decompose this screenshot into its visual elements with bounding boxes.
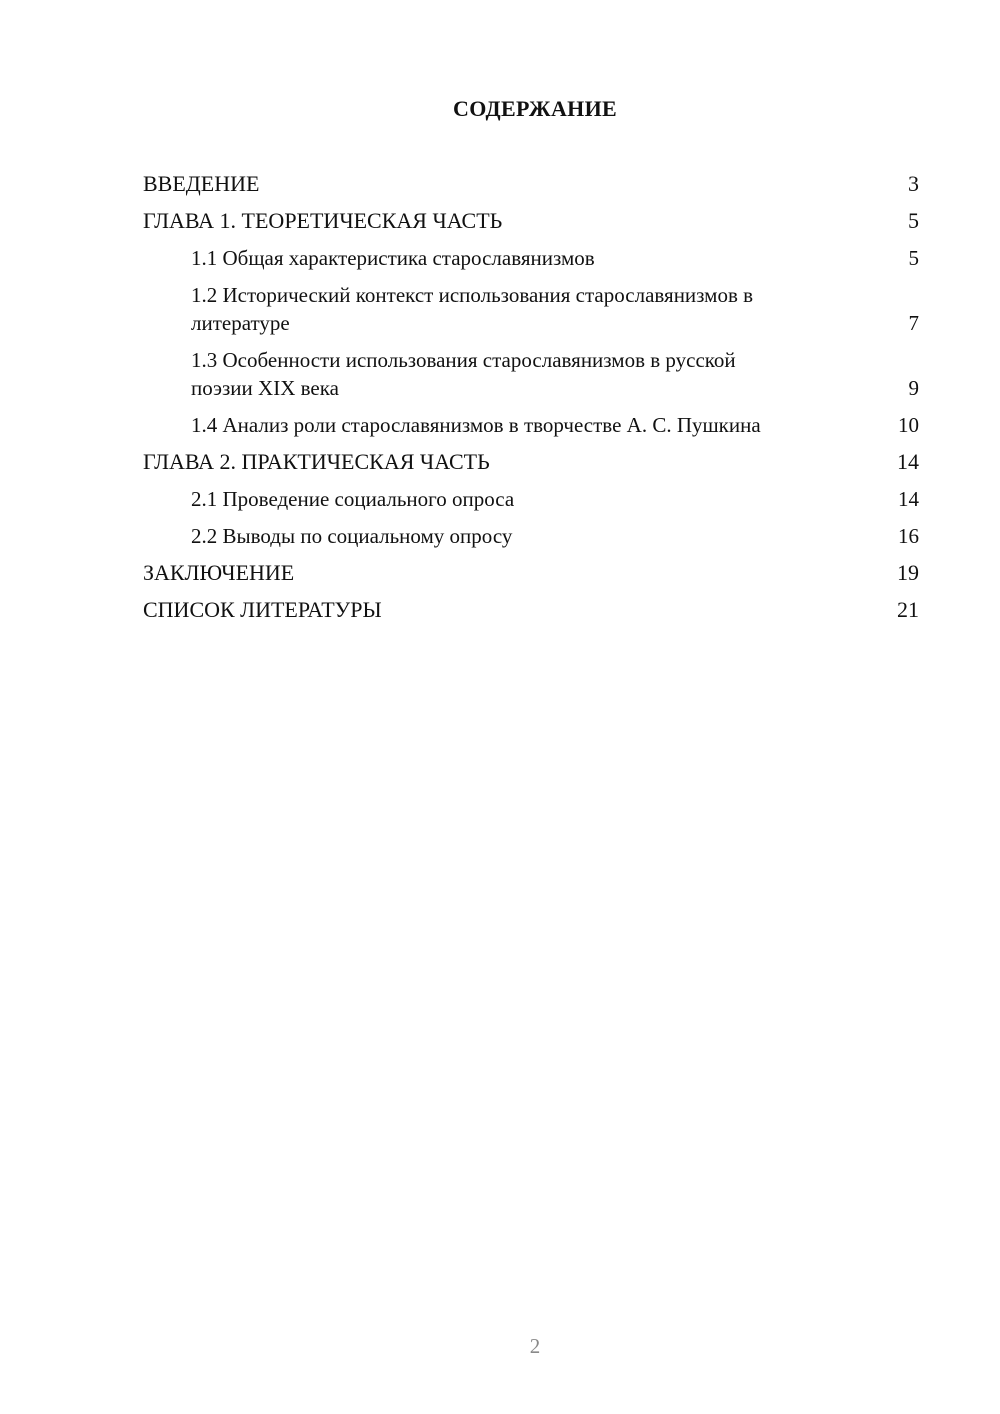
toc-entry-chapter-2[interactable]	[143, 448, 919, 476]
toc-entry-text: 1.3 Особенности использования старославянизмов в русской поэзии XIX века	[191, 348, 736, 400]
toc-entry-page: 10	[898, 413, 919, 437]
toc-entry-section-2-1[interactable]	[143, 485, 919, 513]
toc-entry-page: 5	[908, 246, 919, 270]
toc-entry-text: ВВЕДЕНИЕ	[143, 171, 260, 196]
toc-entry-text: 1.4 Анализ роли старославянизмов в творчестве А. С. Пушкина	[191, 413, 761, 437]
toc-entry-text: ГЛАВА 2. ПРАКТИЧЕСКАЯ ЧАСТЬ	[143, 449, 490, 474]
toc-entry-page: 3	[908, 171, 919, 196]
toc-entry-text: 2.1 Проведение социального опроса	[191, 487, 515, 511]
toc-entry-section-1-2[interactable]	[143, 281, 919, 337]
toc-entry-conclusion[interactable]	[143, 559, 919, 587]
toc-entry-page: 9	[908, 376, 919, 400]
toc-entry-text: СПИСОК ЛИТЕРАТУРЫ	[143, 597, 382, 622]
toc-title: СОДЕРЖАНИЕ	[453, 96, 617, 121]
toc-entry-page: 14	[898, 487, 919, 511]
toc-entry-references[interactable]	[143, 596, 919, 624]
toc-entry-text: 1.2 Исторический контекст использования старославянизмов в литературе	[191, 283, 754, 335]
toc-entry-text: 1.1 Общая характеристика старославянизмов	[191, 246, 595, 270]
toc-entry-page: 16	[898, 524, 919, 548]
toc-entry-section-1-1[interactable]	[143, 244, 919, 272]
toc-entry-introduction[interactable]	[143, 170, 919, 198]
toc-entry-page: 14	[897, 449, 919, 474]
toc-entry-text: 2.2 Выводы по социальному опросу	[191, 524, 513, 548]
toc-entry-page: 21	[897, 597, 919, 622]
toc-entry-text: ГЛАВА 1. ТЕОРЕТИЧЕСКАЯ ЧАСТЬ	[143, 208, 503, 233]
toc-entry-section-2-2[interactable]	[143, 522, 919, 550]
toc-entry-chapter-1[interactable]	[143, 207, 919, 235]
toc-entry-page: 19	[897, 560, 919, 585]
toc-entry-page: 7	[908, 311, 919, 335]
toc-entry-section-1-4[interactable]	[143, 411, 919, 439]
page-number: 2	[529, 1334, 541, 1358]
table-of-contents	[143, 170, 919, 633]
toc-entry-page: 5	[908, 208, 919, 233]
toc-entry-text: ЗАКЛЮЧЕНИЕ	[143, 560, 295, 585]
toc-entry-section-1-3[interactable]	[143, 346, 919, 402]
